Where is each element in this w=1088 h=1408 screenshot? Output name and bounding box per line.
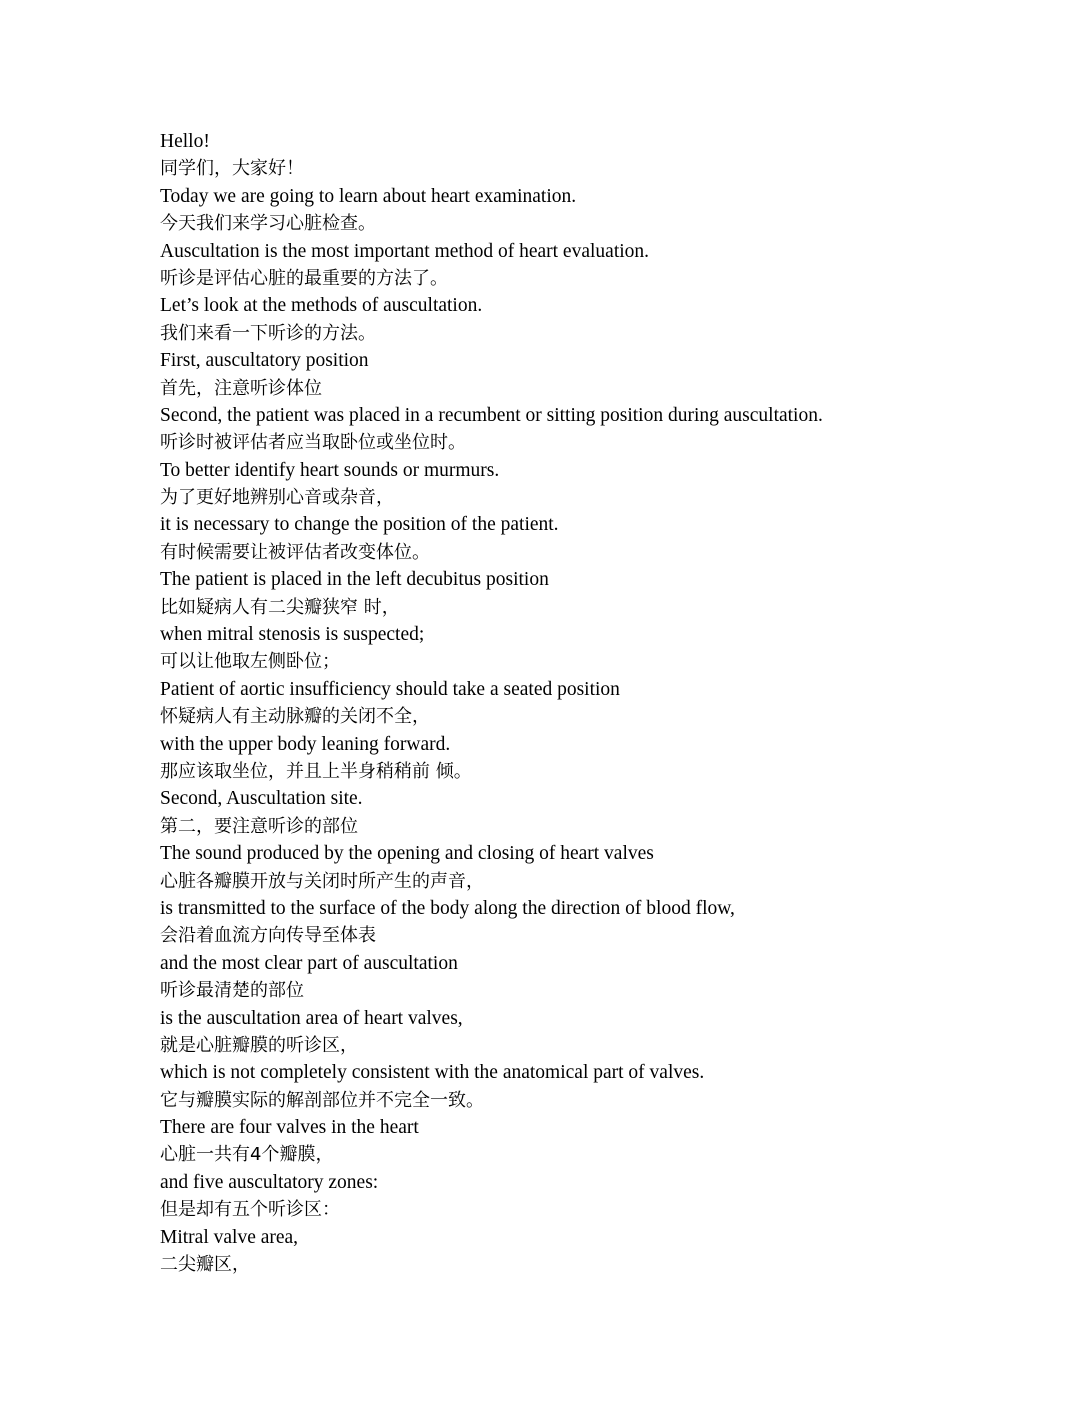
chinese-line: 但是却有五个听诊区： [160, 1199, 340, 1221]
chinese-line: 那应该取坐位，并且上半身稍稍前 倾。 [160, 760, 472, 782]
english-line: Let’s look at the methods of auscultation. [160, 295, 483, 317]
chinese-line: 听诊时被评估者应当取卧位或坐位时。 [160, 432, 466, 454]
english-line: with the upper body leaning forward. [160, 733, 451, 755]
chinese-line: 心脏各瓣膜开放与关闭时所产生的声音， [160, 870, 484, 892]
chinese-line: 怀疑病人有主动脉瓣的关闭不全， [160, 706, 430, 728]
chinese-line: 首先，注意听诊体位 [160, 377, 322, 399]
english-line: Hello! [160, 131, 210, 152]
english-line: Patient of aortic insufficiency should take a seated position [160, 678, 620, 700]
english-line: Second, the patient was placed in a recumbent or sitting position during auscultation. [160, 404, 823, 426]
chinese-line: 有时候需要让被评估者改变体位。 [160, 541, 430, 563]
english-line: when mitral stenosis is suspected; [160, 624, 425, 646]
english-line: Auscultation is the most important method of heart evaluation. [160, 240, 650, 262]
english-line: To better identify heart sounds or murmurs. [160, 459, 500, 481]
english-line: There are four valves in the heart [160, 1117, 419, 1139]
english-line: is transmitted to the surface of the body along the direction of blood flow, [160, 897, 735, 919]
chinese-line: 心脏一共有4个瓣膜， [160, 1144, 334, 1166]
english-line: and the most clear part of auscultation [160, 952, 458, 974]
english-line: First, auscultatory position [160, 350, 369, 372]
chinese-line: 它与瓣膜实际的解剖部位并不完全一致。 [160, 1089, 484, 1111]
english-line: Today we are going to learn about heart examination. [160, 185, 577, 207]
english-line: Mitral valve area, [160, 1226, 299, 1248]
english-line: The patient is placed in the left decubitus position [160, 569, 549, 591]
chinese-line: 听诊是评估心脏的最重要的方法了。 [160, 267, 448, 289]
chinese-line: 听诊最清楚的部位 [160, 980, 304, 1002]
chinese-line: 比如疑病人有二尖瓣狭窄 时， [160, 596, 400, 618]
english-line: it is necessary to change the position of the patient. [160, 514, 559, 536]
document-body [160, 128, 1040, 1278]
chinese-line: 我们来看一下听诊的方法。 [160, 322, 376, 344]
chinese-line: 会沿着血流方向传导至体表 [160, 925, 376, 947]
chinese-line: 今天我们来学习心脏检查。 [160, 213, 376, 235]
chinese-line: 为了更好地辨别心音或杂音， [160, 487, 394, 509]
english-line: which is not completely consistent with the anatomical part of valves. [160, 1062, 705, 1084]
english-line: The sound produced by the opening and closing of heart valves [160, 843, 654, 865]
chinese-line: 同学们，大家好！ [160, 158, 304, 180]
chinese-line: 可以让他取左侧卧位； [160, 651, 340, 673]
chinese-line: 第二，要注意听诊的部位 [160, 815, 358, 837]
english-line: Second, Auscultation site. [160, 788, 363, 810]
english-line: is the auscultation area of heart valves, [160, 1007, 463, 1029]
english-line: and five auscultatory zones: [160, 1171, 379, 1193]
chinese-line: 就是心脏瓣膜的听诊区， [160, 1034, 358, 1056]
chinese-line: 二尖瓣区， [160, 1254, 250, 1276]
